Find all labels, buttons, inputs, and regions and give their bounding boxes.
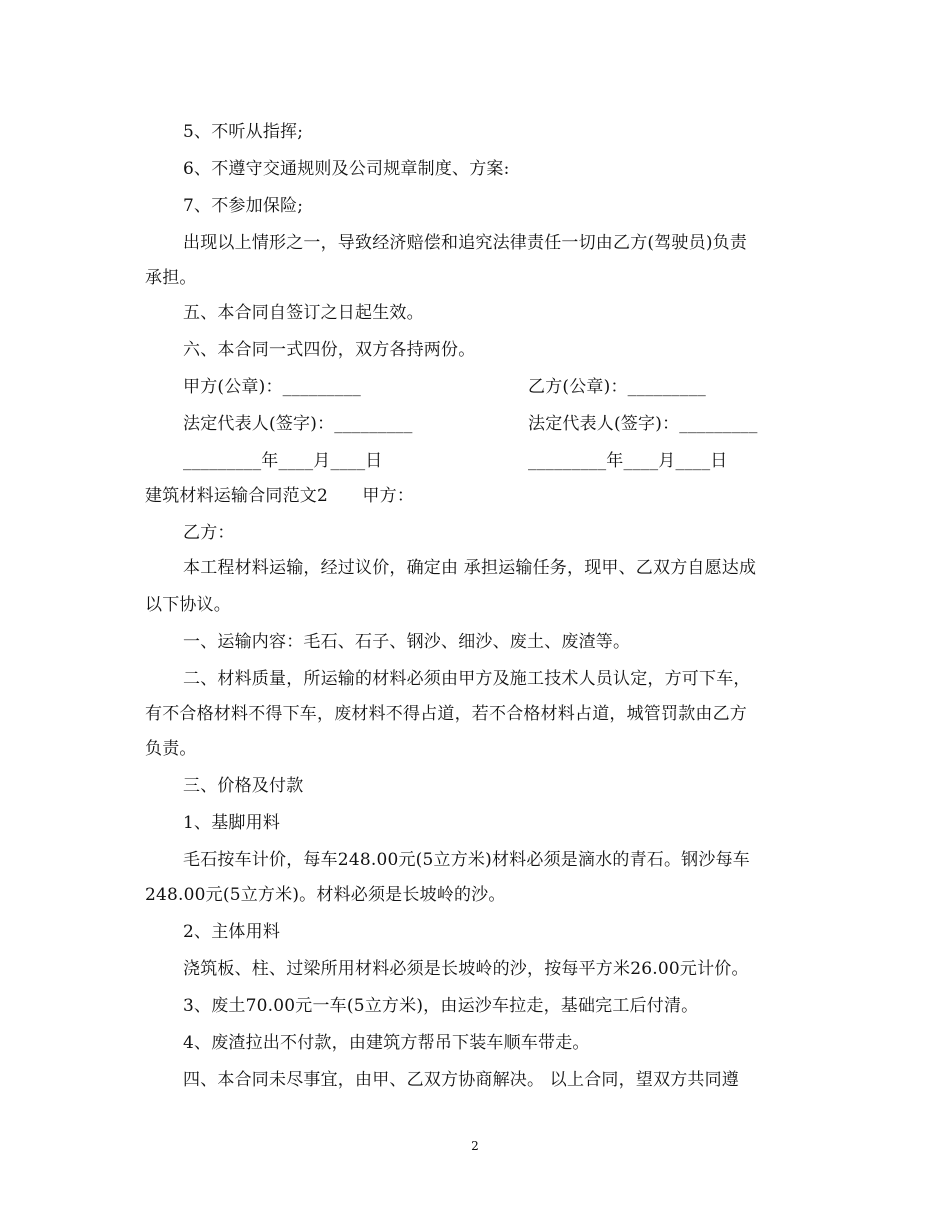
- party-b-label: 乙方：: [183, 523, 235, 543]
- clause-item-7: 7、不参加保险;: [183, 196, 304, 216]
- sub-item-4: 4、废渣拉出不付款，由建筑方帮吊下装车顺车带走。: [183, 1033, 590, 1053]
- party-b-date: _________年____月____日: [528, 451, 728, 471]
- sub-item-1: 1、基脚用料: [183, 813, 281, 833]
- paragraph-line: 毛石按车计价，每车248.00元(5立方米)材料必须是滴水的青石。钢沙每车: [183, 850, 750, 870]
- party-b-representative: 法定代表人(签字)：_________: [528, 414, 758, 434]
- clause-one: 一、运输内容：毛石、石子、钢沙、细沙、废土、废渣等。: [183, 632, 631, 652]
- clause-item-5: 5、不听从指挥;: [183, 122, 304, 142]
- clause-six: 六、本合同一式四份，双方各持两份。: [183, 340, 476, 360]
- paragraph-line: 本工程材料运输，经过议价，确定由 承担运输任务，现甲、乙双方自愿达成: [183, 558, 757, 578]
- clause-two: 二、材料质量，所运输的材料必须由甲方及施工技术人员认定，方可下车，: [183, 669, 751, 689]
- paragraph-line: 浇筑板、柱、过梁所用材料必须是长坡岭的沙，按每平方米26.00元计价。: [183, 959, 749, 979]
- clause-item-6: 6、不遵守交通规则及公司规章制度、方案:: [183, 159, 510, 179]
- party-a-seal: 甲方(公章)：_________: [183, 377, 361, 397]
- paragraph-line: 以下协议。: [145, 595, 231, 615]
- clause-four: 四、本合同未尽事宜，由甲、乙双方协商解决。 以上合同，望双方共同遵: [183, 1070, 740, 1090]
- sub-item-3: 3、废土70.00元一车(5立方米)，由运沙车拉走，基础完工后付清。: [183, 996, 699, 1016]
- contract-title: 建筑材料运输合同范文2 甲方：: [145, 486, 415, 506]
- paragraph-line: 负责。: [145, 739, 197, 759]
- party-a-representative: 法定代表人(签字)：_________: [183, 414, 413, 434]
- sub-item-2: 2、主体用料: [183, 922, 281, 942]
- paragraph-line: 承担。: [145, 268, 197, 288]
- page-number: 2: [471, 1139, 479, 1153]
- paragraph-line: 出现以上情形之一，导致经济赔偿和追究法律责任一切由乙方(驾驶员)负责: [183, 233, 748, 253]
- clause-five: 五、本合同自签订之日起生效。: [183, 303, 424, 323]
- paragraph-line: 有不合格材料不得下车，废材料不得占道，若不合格材料占道，城管罚款由乙方: [145, 704, 747, 724]
- paragraph-line: 248.00元(5立方米)。材料必须是长坡岭的沙。: [145, 885, 506, 905]
- party-b-seal: 乙方(公章)：_________: [528, 377, 706, 397]
- clause-three: 三、价格及付款: [183, 776, 304, 796]
- party-a-date: _________年____月____日: [183, 451, 383, 471]
